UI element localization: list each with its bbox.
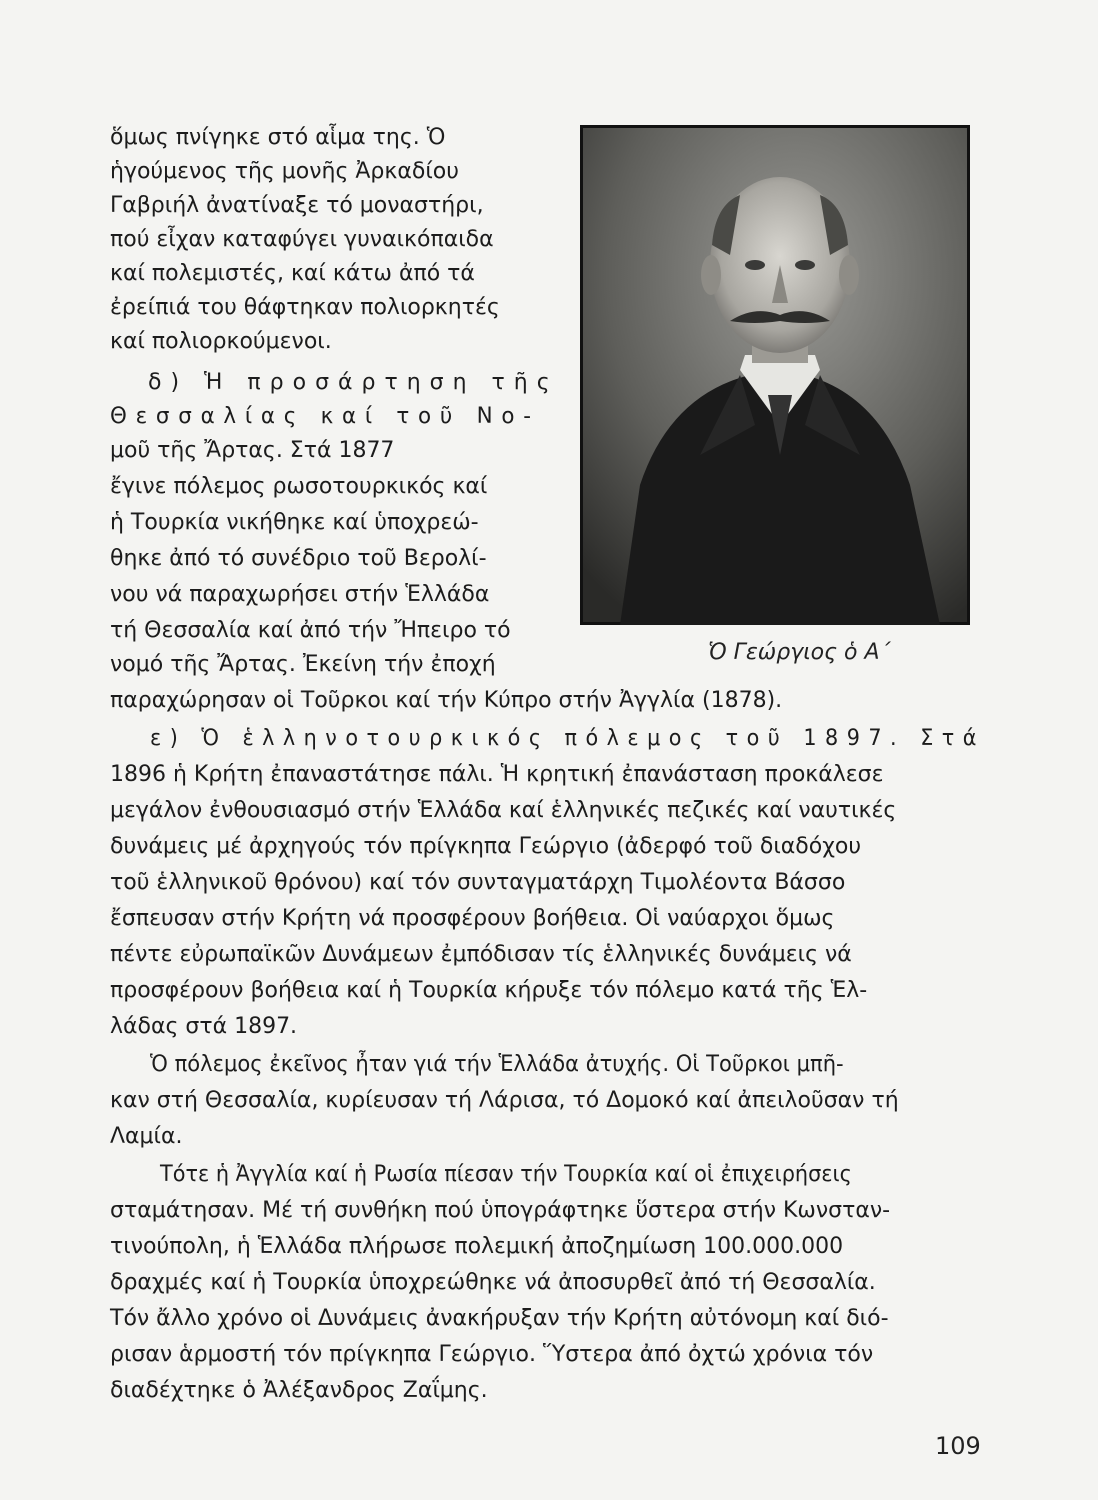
text-line: νου νά παραχωρήσει στήν Ἑλλάδα [110, 582, 490, 607]
text-line: καί πολιορκούμενοι. [110, 329, 332, 354]
text-line: ἔγινε πόλεμος ρωσοτουρκικός καί [110, 474, 488, 499]
text-line: δυνάμεις μέ ἀρχηγούς τόν πρίγκηπα Γεώργιο (ἀδερφό τοῦ διαδόχου [110, 834, 862, 859]
text-line: νομό τῆς Ἄρτας. Ἐκείνη τήν ἐποχή [110, 652, 496, 677]
text-line: καν στή Θεσσαλία, κυρίευσαν τή Λάρισα, τό Δομοκό καί ἀπειλοῦσαν τή [110, 1088, 899, 1113]
text-line: παραχώρησαν οἱ Τοῦρκοι καί τήν Κύπρο στήν Ἀγγλία (1878). [110, 688, 783, 713]
text-line: ρισαν ἁρμοστή τόν πρίγκηπα Γεώργιο. Ὕστερα ἀπό ὀχτώ χρόνια τόν [110, 1342, 874, 1367]
text-line: θηκε ἀπό τό συνέδριο τοῦ Βερολί- [110, 546, 487, 571]
text-line: τοῦ ἑλληνικοῦ θρόνου) καί τόν συνταγματάρχη Τιμολέοντα Βάσσο [110, 870, 846, 895]
text-line: Γαβριήλ ἀνατίναξε τό μοναστήρι, [110, 193, 484, 218]
portrait-photo [580, 125, 970, 625]
text-line: πέντε εὐρωπαϊκῶν Δυνάμεων ἐμπόδισαν τίς ἑλληνικές δυνάμεις νά [110, 942, 852, 967]
text-line: τή Θεσσαλία καί ἀπό τήν Ἤπειρο τό [110, 618, 511, 643]
text-line: προσφέρουν βοήθεια καί ἡ Τουρκία κήρυξε τόν πόλεμο κατά τῆς Ἑλ- [110, 978, 868, 1003]
text-line: δραχμές καί ἡ Τουρκία ὑποχρεώθηκε νά ἀποσυρθεῖ ἀπό τή Θεσσαλία. [110, 1270, 876, 1295]
text-line: Λαμία. [110, 1124, 183, 1149]
figure-caption: Ὁ Γεώργιος ὁ Α΄ [708, 640, 891, 665]
text-line: καί πολεμιστές, καί κάτω ἀπό τά [110, 261, 475, 286]
text-line: ἔσπευσαν στήν Κρήτη νά προσφέρουν βοήθεια. Οἱ ναύαρχοι ὅμως [110, 906, 835, 931]
text-line: μεγάλον ἐνθουσιασμό στήν Ἑλλάδα καί ἑλληνικές πεζικές καί ναυτικές [110, 798, 897, 823]
text-line: Τόν ἄλλο χρόνο οἱ Δυνάμεις ἀνακήρυξαν τήν Κρήτη αὐτόνομη καί διό- [110, 1306, 889, 1331]
text-line: Τότε ἡ Ἀγγλία καί ἡ Ρωσία πίεσαν τήν Τουρκία καί οἱ ἐπιχειρήσεις [160, 1162, 852, 1187]
section-heading-line: μοῦ τῆς Ἄρτας. Στά 1877 [110, 438, 395, 463]
text-line: σταμάτησαν. Μέ τή συνθήκη πού ὑπογράφτηκε ὕστερα στήν Κωνσταν- [110, 1198, 891, 1223]
section-heading-line: ε) Ὁ ἑλληνοτουρκικός πόλεμος τοῦ 1897. Στά [150, 726, 985, 751]
portrait-illustration [580, 125, 970, 625]
section-heading-line: Θεσσαλίας καί τοῦ Νο- [110, 404, 540, 429]
text-line: τινούπολη, ἡ Ἑλλάδα πλήρωσε πολεμική ἀποζημίωση 100.000.000 [110, 1234, 844, 1259]
text-line: διαδέχτηκε ὁ Ἀλέξανδρος Ζαΐμης. [110, 1378, 488, 1403]
text-line: 1896 ἡ Κρήτη ἐπαναστάτησε πάλι. Ἡ κρητική ἐπανάσταση προκάλεσε [110, 762, 884, 787]
page-number: 109 [935, 1432, 981, 1460]
text-line: ἡ Τουρκία νικήθηκε καί ὑποχρεώ- [110, 510, 479, 535]
text-line: ἐρείπιά του θάφτηκαν πολιορκητές [110, 295, 500, 320]
text-line: Ὁ πόλεμος ἐκεῖνος ἦταν γιά τήν Ἑλλάδα ἀτυχής. Οἱ Τοῦρκοι μπῆ- [150, 1052, 844, 1077]
text-line: ὅμως πνίγηκε στό αἷμα της. Ὁ [110, 125, 446, 150]
text-line: λάδας στά 1897. [110, 1014, 298, 1039]
text-line: πού εἶχαν καταφύγει γυναικόπαιδα [110, 227, 494, 252]
text-line: ἡγούμενος τῆς μονῆς Ἀρκαδίου [110, 159, 459, 184]
section-heading-line: δ) Ἡ προσάρτηση τῆς [148, 370, 559, 395]
